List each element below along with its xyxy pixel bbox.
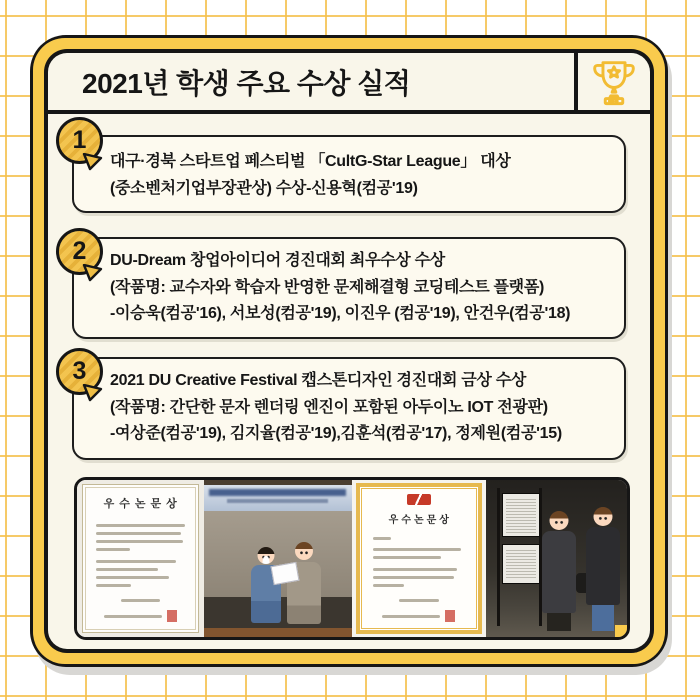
- award-line: (작품명: 교수자와 학습자 반영한 문제해결형 코딩테스트 플랫폼): [110, 278, 545, 296]
- certificate-date: [399, 599, 439, 602]
- framed-poster: [502, 493, 541, 536]
- photo-certificate-1: [77, 480, 204, 637]
- award-box-1: [72, 135, 626, 213]
- certificate-title: 우수논문상: [103, 498, 182, 510]
- red-seal-icon: [167, 610, 177, 622]
- card-content: [48, 53, 650, 649]
- cartoon-face-icon: [550, 511, 569, 530]
- trophy-box: [574, 53, 650, 110]
- header: [48, 53, 650, 114]
- badge-number: 1: [72, 126, 87, 154]
- award-line: -이승욱(컴공'16), 서보성(컴공'19), 이진우 (컴공'19), 안건우(컴공'18): [110, 305, 571, 322]
- person-left: [251, 547, 281, 623]
- poster-stand: [496, 488, 547, 626]
- badge-tail-icon: [81, 384, 103, 402]
- award-box-2: [72, 237, 626, 339]
- auditorium-floor: [204, 628, 353, 637]
- award-line: (작품명: 간단한 문자 렌더링 엔진이 포함된 아두이노 IOT 전광판): [110, 398, 548, 416]
- certificate-sheet: [82, 484, 199, 633]
- award-number-badge-3: [56, 348, 103, 395]
- photo-strip: [74, 477, 630, 640]
- kiit-logo-icon: [407, 494, 431, 505]
- person-right: [287, 542, 321, 624]
- award-line: 대구·경북 스타트업 페스티벌 「CultG-Star League」 대상: [110, 153, 511, 170]
- student-left: [542, 511, 576, 631]
- trophy-icon: [591, 57, 637, 107]
- award-number-badge-2: [56, 228, 103, 275]
- page-title: 2021년 학생 주요 수상 실적: [82, 67, 411, 99]
- award-number-badge-1: [56, 117, 103, 164]
- certificate-date: [121, 599, 160, 602]
- certificate-issuer: [382, 610, 455, 622]
- certificate-title: 우수논문상: [388, 515, 452, 526]
- framed-poster: [502, 544, 541, 583]
- badge-number: 3: [72, 357, 87, 385]
- certificate-body-text: [373, 532, 465, 587]
- card-yellow-band: [33, 38, 665, 664]
- cartoon-face-icon: [258, 547, 275, 564]
- badge-tail-icon: [81, 264, 103, 282]
- certificate-body-text: [96, 519, 185, 587]
- certificate-sheet: [356, 483, 482, 634]
- cartoon-face-icon: [593, 507, 612, 526]
- award-box-3: [72, 357, 626, 460]
- event-banner: [204, 485, 353, 511]
- award-line: 2021 DU Creative Festival 캡스톤디자인 경진대회 금상 수상: [110, 372, 527, 389]
- cartoon-face-icon: [295, 542, 313, 560]
- card-inner-border: [44, 49, 654, 653]
- corner-accent: [615, 625, 627, 637]
- poster-card: [30, 35, 668, 667]
- award-line: -여상준(컴공'19), 김지율(컴공'19),김훈석(컴공'17), 정제원(컴공'15): [110, 425, 562, 442]
- photo-certificate-kiit: [352, 480, 486, 637]
- student-right: [586, 507, 620, 631]
- certificate-issuer: [104, 610, 177, 622]
- badge-number: 2: [72, 237, 87, 265]
- red-seal-icon: [445, 610, 455, 622]
- award-line: (중소벤처기업부장관상) 수상-신용혁(컴공'19): [110, 179, 418, 197]
- badge-tail-icon: [81, 153, 103, 171]
- photo-students-posters: [486, 480, 627, 637]
- award-line: DU-Dream 창업아이디어 경진대회 최우수상 수상: [110, 252, 445, 269]
- photo-award-ceremony: [204, 480, 353, 637]
